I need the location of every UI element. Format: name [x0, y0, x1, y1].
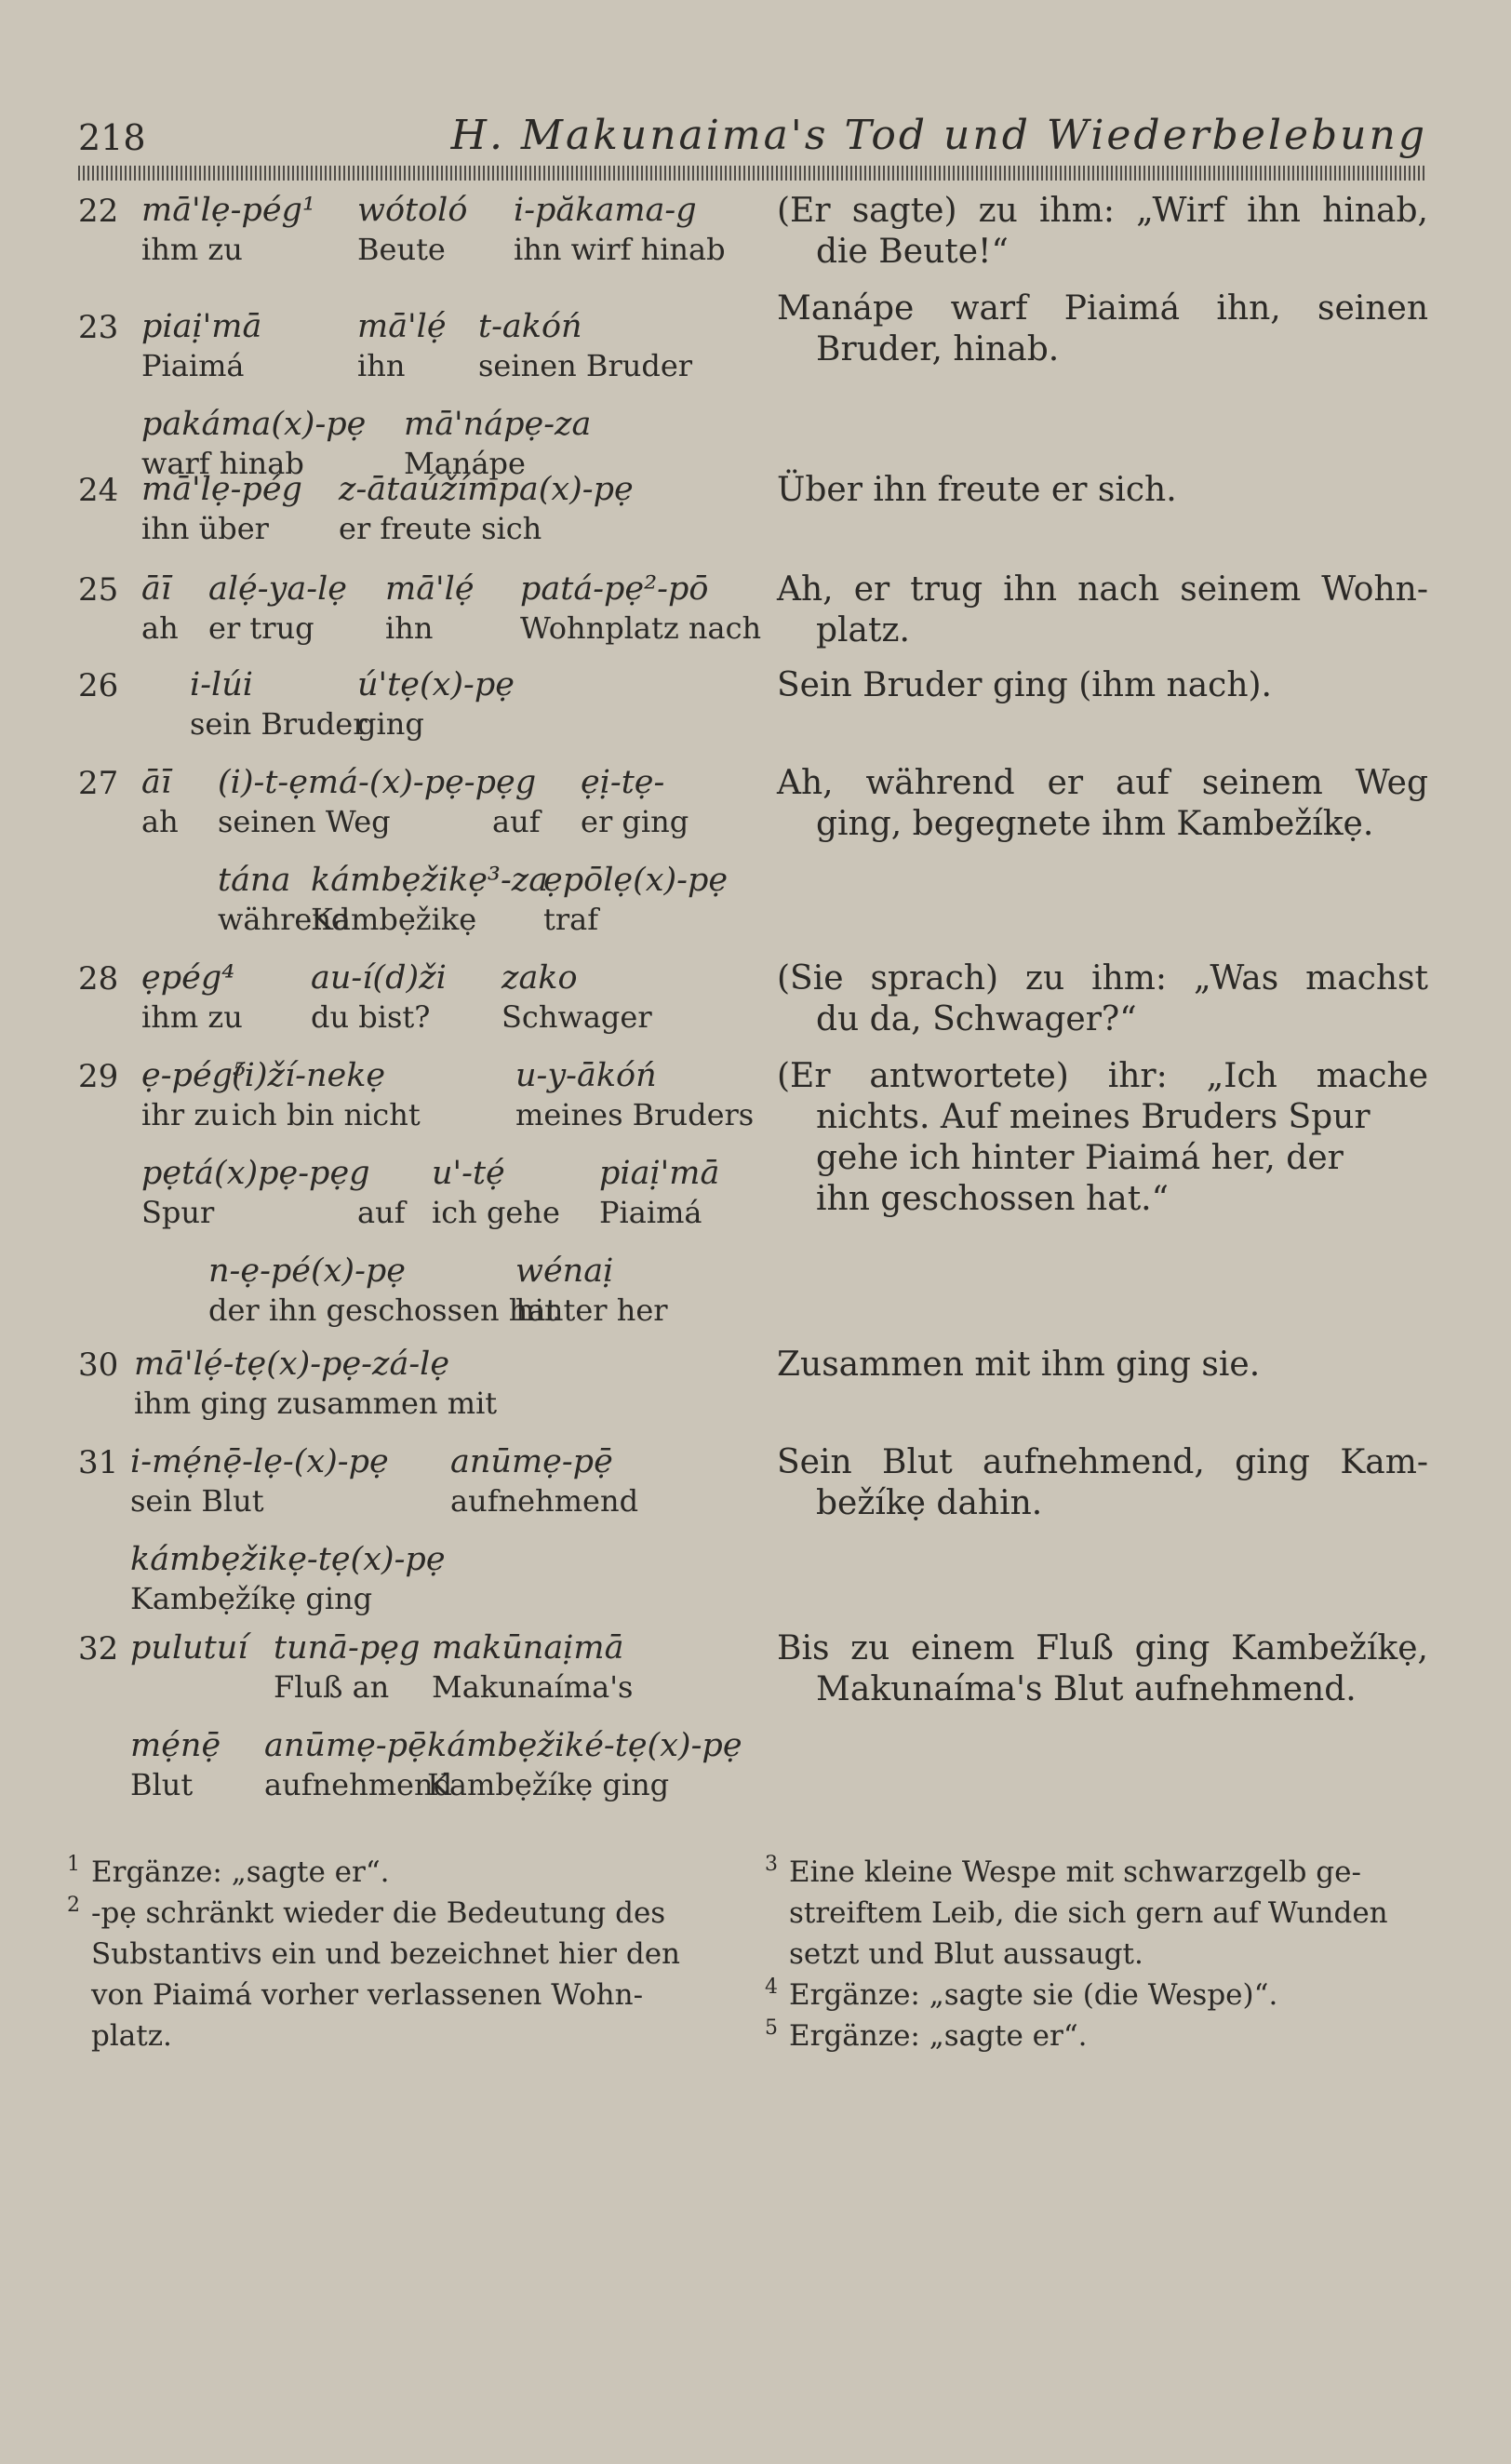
source-word: āī: [141, 764, 172, 801]
gloss-word: warf hinab: [141, 446, 304, 481]
footnotes-right: [765, 1852, 1435, 2056]
footnote-line: von Piaimá vorher verlassenen Wohn-: [91, 1978, 644, 2012]
gloss-word: er ging: [581, 804, 689, 839]
gloss-word: ihm zu: [141, 232, 243, 267]
page-number: 218: [78, 117, 146, 158]
line-number: 29: [78, 1058, 119, 1095]
translation-line: Über ihn freute er sich.: [777, 471, 1177, 509]
source-word: āī: [141, 570, 172, 608]
footnote-line: streiftem Leib, die sich gern auf Wunden: [789, 1896, 1388, 1930]
footnote-line: Eine kleine Wespe mit schwarzgelb ge-: [789, 1855, 1361, 1889]
footnote-line: -pẹ schränkt wieder die Bedeutung des: [91, 1896, 666, 1930]
gloss-word: du bist?: [311, 999, 431, 1035]
translation-text: [777, 1442, 1428, 1524]
line-number: 22: [78, 193, 119, 230]
source-word: ú'tẹ(x)-pẹ: [357, 666, 515, 703]
gloss-word: sein Blut: [130, 1483, 264, 1519]
interlinear-word: [130, 1726, 221, 1804]
translation-line: Sein Bruder ging (ihm nach).: [777, 666, 1273, 704]
interlinear-word: [478, 307, 692, 385]
source-word: kámbẹžikẹ³-za: [311, 862, 549, 899]
interlinear-word: [357, 1154, 406, 1232]
source-word: i-mẹ́nẹ̄-lẹ-(x)-pẹ: [130, 1443, 389, 1480]
gloss-word: Kambẹžikẹ: [311, 902, 477, 937]
interlinear-word: [141, 1154, 370, 1232]
gloss-word: aufnehmend: [264, 1767, 453, 1802]
gloss-word: ihn über: [141, 511, 269, 546]
line-number: 31: [78, 1444, 119, 1481]
gloss-word: Blut: [130, 1767, 194, 1802]
line-number: 30: [78, 1346, 119, 1384]
gloss-word: ihm zu: [141, 999, 243, 1035]
translation-line: Bruder, hinab.: [816, 330, 1060, 368]
translation-line: Makunaíma's Blut aufnehmend.: [816, 1670, 1357, 1708]
line-number: 32: [78, 1630, 119, 1667]
line-number: 27: [78, 765, 119, 802]
source-word: (i)-t-ẹmá-(x)-pẹ-pẹg: [218, 764, 537, 801]
footnote-line: setzt und Blut aussaugt.: [789, 1937, 1143, 1971]
translation-line: ging, begegnete ihm Kambežíkẹ.: [816, 805, 1374, 843]
gloss-word: Wohnplatz nach: [520, 610, 762, 646]
gloss-word: Manápe: [404, 446, 526, 481]
line-number: 24: [78, 472, 119, 509]
interlinear-word: [311, 958, 447, 1037]
interlinear-word: [274, 1628, 420, 1707]
interlinear-word: [141, 470, 302, 548]
gloss-word: Piaimá: [141, 348, 245, 383]
translation-text: [777, 958, 1428, 1040]
interlinear-word: [385, 569, 475, 648]
interlinear-word: [514, 191, 726, 269]
interlinear-word: [141, 763, 179, 841]
gloss-word: ihn: [385, 610, 434, 646]
gloss-word: der ihn geschossen hat: [208, 1292, 558, 1328]
source-word: kámbẹžikẹ-tẹ(x)-pẹ: [130, 1541, 446, 1578]
gloss-word: Fluß an: [274, 1669, 390, 1705]
translation-line: Bis zu einem Fluß ging Kambežíkẹ,: [777, 1629, 1428, 1667]
translation-text: [777, 1056, 1428, 1220]
source-word: t-akóń: [478, 308, 582, 345]
source-word: piaị'mā: [599, 1155, 720, 1192]
interlinear-word: [450, 1442, 638, 1520]
source-word: anūmẹ-pẹ̄: [450, 1443, 613, 1480]
interlinear-word: [141, 569, 179, 648]
translation-line: platz.: [816, 611, 910, 649]
interlinear-word: [501, 958, 652, 1037]
translation-text: [777, 470, 1428, 511]
interlinear-word: [232, 1056, 421, 1134]
translation-text: [777, 665, 1428, 706]
source-word: au-í(d)ži: [311, 959, 447, 997]
translation-text: [777, 569, 1428, 651]
interlinear-word: [432, 1154, 560, 1232]
gloss-word: Kambẹžíkẹ ging: [427, 1767, 670, 1802]
source-word: mā'lẹ́: [357, 308, 447, 345]
interlinear-word: [134, 1345, 497, 1423]
source-word: pakáma(x)-pẹ: [141, 406, 367, 443]
page-header: [78, 112, 1427, 164]
source-word: z-ātaúžímpa(x)-pẹ: [339, 471, 634, 508]
interlinear-word: [141, 191, 315, 269]
footnote-marker: 2: [67, 1894, 80, 1917]
source-word: kámbẹžiké-tẹ(x)-pẹ: [427, 1727, 742, 1764]
footnote-line: platz.: [91, 2019, 172, 2053]
gloss-word: sein Bruder: [190, 706, 368, 742]
source-word: ẹpég⁴: [141, 959, 235, 997]
interlinear-word: [190, 665, 368, 743]
source-word: wótoló: [357, 192, 468, 229]
interlinear-word: [515, 1056, 754, 1134]
footnote-marker: 4: [765, 1975, 778, 1999]
gloss-word: meines Bruders: [515, 1097, 755, 1132]
gloss-word: hinter her: [515, 1292, 668, 1328]
gloss-word: auf: [492, 804, 541, 839]
source-word: alẹ́-ya-lẹ: [208, 570, 347, 608]
translation-text: [777, 288, 1428, 370]
translation-line: Manápe warf Piaimá ihn, seinen: [777, 289, 1428, 328]
gloss-word: seinen Weg: [218, 804, 391, 839]
gloss-word: er trug: [208, 610, 314, 646]
footnote: [765, 1852, 1435, 1975]
interlinear-word: [515, 1252, 668, 1330]
interlinear-word: [339, 470, 634, 548]
translation-text: [777, 763, 1428, 845]
footnote: [765, 2015, 1435, 2056]
gloss-word: ihn: [357, 348, 406, 383]
footnote: [67, 1893, 737, 2056]
interlinear-word: [141, 1056, 246, 1134]
source-word: (i)ží-nekẹ: [232, 1057, 386, 1094]
interlinear-word: [432, 1628, 633, 1707]
interlinear-word: [218, 763, 536, 841]
gloss-word: Piaimá: [599, 1195, 702, 1230]
gloss-word: Makunaíma's: [432, 1669, 634, 1705]
translation-line: Ah, während er auf seinem Weg: [777, 764, 1428, 802]
footnote: [67, 1852, 737, 1893]
interlinear-word: [581, 763, 689, 841]
translation-line: ihn geschossen hat.“: [816, 1180, 1170, 1218]
footnote: [765, 1975, 1435, 2015]
source-word: ẹị-tẹ-: [581, 764, 665, 801]
translation-line: bežíkẹ dahin.: [816, 1484, 1043, 1522]
translation-line: Ah, er trug ihn nach seinem Wohn-: [777, 570, 1428, 609]
gloss-word: Kambẹžíkẹ ging: [130, 1581, 373, 1616]
interlinear-word: [208, 569, 347, 648]
source-word: [357, 1154, 406, 1193]
interlinear-word: [599, 1154, 719, 1232]
translation-line: du da, Schwager?“: [816, 1000, 1137, 1038]
source-word: [492, 763, 541, 802]
source-word: u'-tẹ́: [432, 1155, 505, 1192]
running-title: H. Makunaima's Tod und Wiederbelebung: [450, 112, 1427, 159]
gloss-word: Spur: [141, 1195, 215, 1230]
source-word: pulutuí: [130, 1629, 248, 1667]
gloss-word: während: [218, 902, 351, 937]
source-word: ẹpōlẹ(x)-pẹ: [543, 862, 729, 899]
interlinear-word: [311, 861, 548, 939]
gloss-word: aufnehmend: [450, 1483, 639, 1519]
interlinear-word: [357, 665, 515, 743]
line-number: 26: [78, 667, 119, 704]
translation-text: [777, 191, 1428, 273]
gloss-word: ich bin nicht: [232, 1097, 421, 1132]
translation-line: (Sie sprach) zu ihm: „Was machst: [777, 959, 1428, 998]
footnotes-left: [67, 1852, 737, 2056]
gloss-word: ich gehe: [432, 1195, 560, 1230]
source-word: piaị'mā: [141, 308, 262, 345]
gloss-word: ihm ging zusammen mit: [134, 1386, 498, 1421]
translation-text: [777, 1628, 1428, 1710]
translation-text: [777, 1345, 1428, 1386]
source-word: n-ẹ-pé(x)-pẹ: [208, 1252, 407, 1290]
source-word: makūnaịmā: [432, 1629, 624, 1667]
source-word: mā'lẹ-pég: [141, 471, 302, 508]
source-word: tunā-pẹg: [274, 1629, 421, 1667]
translation-line: die Beute!“: [816, 233, 1009, 271]
source-word: u-y-ākóń: [515, 1057, 657, 1094]
line-number: 25: [78, 571, 119, 609]
gloss-word: traf: [543, 902, 599, 937]
source-word: mā'lẹ́: [385, 570, 475, 608]
interlinear-word: [208, 1252, 557, 1330]
interlinear-word: [130, 1540, 446, 1618]
gloss-word: Schwager: [501, 999, 652, 1035]
gloss-word: ging: [357, 706, 424, 742]
source-word: i-lúi: [190, 666, 253, 703]
gloss-word: ah: [141, 610, 179, 646]
gloss-word: er freute sich: [339, 511, 542, 546]
gloss-word: Beute: [357, 232, 446, 267]
source-word: wénaị: [515, 1252, 614, 1290]
interlinear-word: [427, 1726, 742, 1804]
footnote-line: Ergänze: „sagte er“.: [789, 2019, 1088, 2053]
gloss-word: seinen Bruder: [478, 348, 693, 383]
interlinear-word: [543, 861, 728, 939]
interlinear-word: [141, 958, 243, 1037]
translation-line: Sein Blut aufnehmend, ging Kam-: [777, 1443, 1428, 1481]
source-word: pẹtá(x)pẹ-pẹg: [141, 1155, 370, 1192]
footnote-line: Substantivs ein und bezeichnet hier den: [91, 1937, 681, 1971]
source-word: ẹ-pég⁵: [141, 1057, 247, 1094]
line-number: 28: [78, 960, 119, 998]
footnote-marker: 5: [765, 2016, 778, 2040]
interlinear-word: [141, 307, 261, 385]
source-word: anūmẹ-pẹ̄: [264, 1727, 427, 1764]
translation-line: nichts. Auf meines Bruders Spur: [816, 1098, 1371, 1136]
interlinear-word: [357, 191, 467, 269]
footnote-marker: 3: [765, 1853, 778, 1876]
translation-line: (Er antwortete) ihr: „Ich mache: [777, 1057, 1428, 1095]
interlinear-word: [264, 1726, 452, 1804]
gloss-word: [130, 1667, 247, 1707]
footnote-line: Ergänze: „sagte sie (die Wespe)“.: [789, 1978, 1278, 2012]
source-word: mā'lẹ-pég¹: [141, 192, 315, 229]
translation-line: gehe ich hinter Piaimá her, der: [816, 1139, 1344, 1177]
interlinear-word: [130, 1442, 389, 1520]
interlinear-word: [520, 569, 761, 648]
footnote-line: Ergänze: „sagte er“.: [91, 1855, 390, 1889]
source-word: mā'lẹ́-tẹ(x)-pẹ-zá-lẹ: [134, 1346, 450, 1383]
source-word: i-păkama-g: [514, 192, 697, 229]
gloss-word: ihn wirf hinab: [514, 232, 726, 267]
interlinear-word: [492, 763, 541, 841]
source-word: mẹ́nẹ̄: [130, 1727, 221, 1764]
source-word: patá-pẹ²-pō: [520, 570, 709, 608]
source-word: mā'nápẹ-za: [404, 406, 592, 443]
interlinear-word: [357, 307, 447, 385]
translation-line: (Er sagte) zu ihm: „Wirf ihn hinab,: [777, 192, 1428, 230]
gloss-word: ihr zu: [141, 1097, 229, 1132]
source-word: tána: [218, 862, 291, 899]
gloss-word: ah: [141, 804, 179, 839]
footnote-marker: 1: [67, 1853, 80, 1876]
translation-line: Zusammen mit ihm ging sie.: [777, 1346, 1261, 1384]
source-word: zako: [501, 959, 578, 997]
gloss-word: auf: [357, 1195, 406, 1230]
line-number: 23: [78, 309, 119, 346]
header-rule: [78, 166, 1425, 181]
interlinear-word: [130, 1628, 247, 1707]
